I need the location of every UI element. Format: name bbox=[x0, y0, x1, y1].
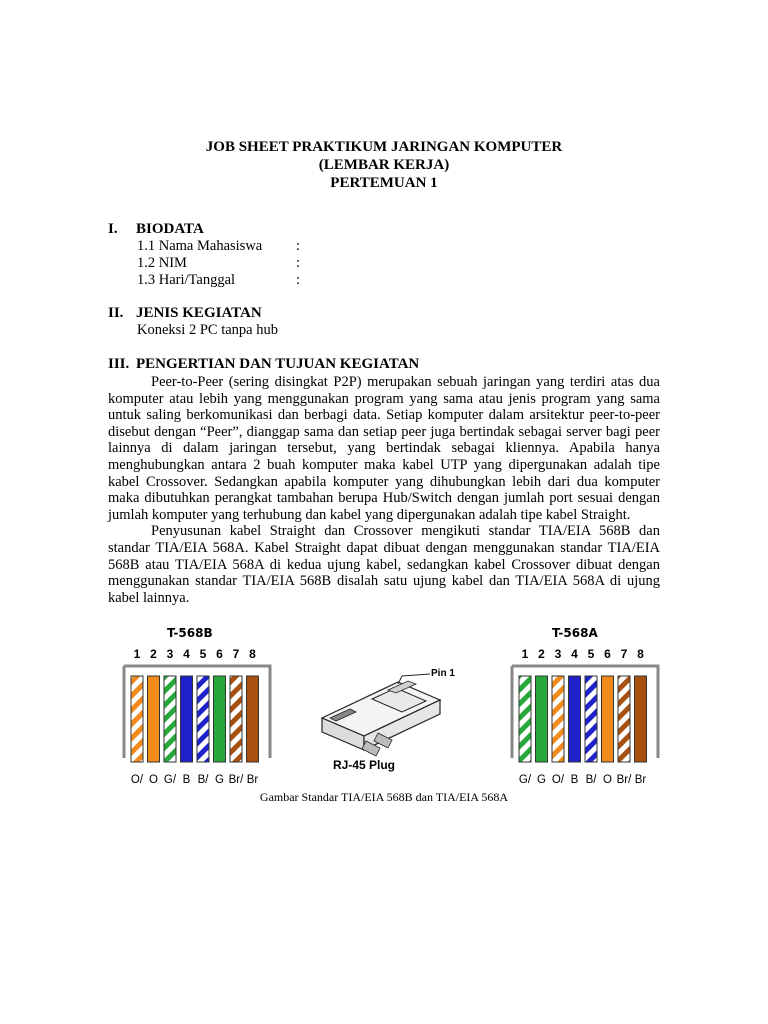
t568a-pin-number: 8 bbox=[637, 647, 644, 661]
t568b-wire-label: Br bbox=[246, 774, 259, 786]
rj45-plug-label: RJ-45 Plug bbox=[333, 758, 396, 772]
t568b-wire-label: Br/ bbox=[228, 774, 244, 786]
t568a-pin-number: 2 bbox=[538, 647, 545, 661]
section-biodata-heading bbox=[108, 221, 204, 238]
jenis-text: Koneksi 2 PC tanpa hub bbox=[137, 322, 278, 338]
t568a-wire bbox=[536, 676, 548, 762]
t568a-pin-number: 5 bbox=[587, 647, 595, 661]
t568a-wire-label: B bbox=[570, 774, 579, 786]
t568b-wire bbox=[230, 676, 242, 762]
field-nim-colon: : bbox=[296, 255, 301, 271]
t568a-wire bbox=[635, 676, 647, 762]
t568b-wire-label: G bbox=[215, 774, 224, 786]
t568a-pin-number: 6 bbox=[604, 647, 611, 661]
section-jenis-heading bbox=[108, 305, 262, 322]
t568b-pin-number: 6 bbox=[216, 647, 223, 661]
t568a-pin-number: 7 bbox=[620, 647, 628, 661]
t568b-pin-number: 7 bbox=[232, 647, 240, 661]
t568b-pin-number: 5 bbox=[199, 647, 207, 661]
figure-caption: Gambar Standar TIA/EIA 568B dan TIA/EIA 568A bbox=[259, 790, 509, 804]
t568a-wire bbox=[585, 676, 597, 762]
t568b-title: T-568B bbox=[167, 626, 213, 640]
doc-title-line-3: PERTEMUAN 1 bbox=[330, 175, 438, 191]
t568b-connector bbox=[124, 647, 270, 786]
t568a-wire bbox=[602, 676, 614, 762]
pengertian-body bbox=[108, 374, 660, 606]
t568b-wire-label: O bbox=[149, 774, 158, 786]
section-pengertian-heading bbox=[108, 356, 419, 373]
doc-title-line-1: JOB SHEET PRAKTIKUM JARINGAN KOMPUTER bbox=[205, 139, 563, 155]
t568b-wire-label: B/ bbox=[197, 774, 209, 786]
t568a-title: T-568A bbox=[552, 626, 598, 640]
t568b-wire bbox=[197, 676, 209, 762]
t568a-pin-number: 1 bbox=[521, 647, 529, 661]
section-title: PENGERTIAN DAN TUJUAN KEGIATAN bbox=[136, 356, 420, 372]
section-title: BIODATA bbox=[136, 221, 204, 237]
t568a-wire-label: O/ bbox=[551, 774, 565, 786]
t568a-wire-label: O bbox=[603, 774, 612, 786]
field-nim-label: 1.2 NIM bbox=[137, 255, 187, 271]
t568a-wire bbox=[552, 676, 564, 762]
t568a-wire-label: B/ bbox=[585, 774, 597, 786]
t568b-wire bbox=[164, 676, 176, 762]
t568b-wire-label: O/ bbox=[130, 774, 144, 786]
rj45-plug-illustration bbox=[322, 668, 455, 772]
section-number: I. bbox=[108, 221, 118, 237]
t568a-wire-label: Br bbox=[634, 774, 647, 786]
paragraph-2: Penyusunan kabel Straight dan Crossover mengikuti standar TIA/EIA 568B dan standar TIA/EIA 568A. Kabel Straight dapat dibuat dengan menggunakan standar TIA/EIA 568B atau TIA/EIA 568A di kedua ujung kabel, sedangkan kabel Crossover dibuat dengan menggunakan standar TIA/EIA 568B disalah satu ujung kabel dan TIA/EIA 568A di ujung kabel lainnya. bbox=[108, 523, 660, 606]
paragraph-1: Peer-to-Peer (sering disingkat P2P) merupakan sebuah jaringan yang terdiri atas dua komputer atau lebih yang menggunakan program yang sama atau jenis program yang sama untuk saling berkomunikasi dan berbagi data. Setiap komputer dalam arsitektur peer-to-peer disebut dengan “Peer”, dianggap sama dan setiap peer juga bertindak sebagai server bagi peer lainnya di dalam jaringan tersebut, yang bertindak sebagai kliennya. Apabila hanya menghubungkan antara 2 buah komputer maka kabel UTP yang dipergunakan adalah tipe kabel Crossover. Sedangkan apabila komputer yang dihubungkan lebih dari dua komputer maka dibutuhkan perangkat tambahan berupa Hub/Switch dengan jumlah port sesuai dengan jumlah komputer yang terhubung dan kabel yang dipergunakan adalah tipe kabel Straight. bbox=[108, 374, 660, 523]
t568b-wire bbox=[131, 676, 143, 762]
t568a-wire-label: Br/ bbox=[616, 774, 632, 786]
doc-title-line-2: (LEMBAR KERJA) bbox=[318, 157, 450, 173]
t568a-wire-label: G/ bbox=[518, 774, 532, 786]
t568b-wire bbox=[148, 676, 160, 762]
t568b-pin-number: 4 bbox=[183, 647, 190, 661]
t568b-pin-number: 2 bbox=[150, 647, 157, 661]
field-tanggal-colon: : bbox=[296, 272, 301, 288]
t568b-wire bbox=[181, 676, 193, 762]
pin-1-label: Pin 1 bbox=[431, 668, 455, 679]
t568a-pin-number: 3 bbox=[554, 647, 562, 661]
section-number: II. bbox=[108, 305, 124, 321]
t568b-pin-number: 1 bbox=[133, 647, 141, 661]
t568b-pin-number: 8 bbox=[249, 647, 256, 661]
t568a-wire-label: G bbox=[537, 774, 546, 786]
field-nama-label: 1.1 Nama Mahasiswa bbox=[137, 238, 263, 254]
t568a-wire bbox=[519, 676, 531, 762]
section-number: III. bbox=[108, 356, 130, 372]
t568b-pin-number: 3 bbox=[166, 647, 174, 661]
t568a-pin-number: 4 bbox=[571, 647, 578, 661]
t568a-wire bbox=[569, 676, 581, 762]
wiring-figure bbox=[0, 640, 768, 790]
t568b-wire-label: B bbox=[182, 774, 191, 786]
t568a-wire bbox=[618, 676, 630, 762]
t568b-wire bbox=[247, 676, 259, 762]
section-title: JENIS KEGIATAN bbox=[136, 305, 262, 321]
t568b-wire bbox=[214, 676, 226, 762]
t568a-connector bbox=[512, 647, 658, 786]
field-tanggal-label: 1.3 Hari/Tanggal bbox=[137, 272, 236, 288]
t568b-wire-label: G/ bbox=[163, 774, 177, 786]
field-nama-colon: : bbox=[296, 238, 301, 254]
